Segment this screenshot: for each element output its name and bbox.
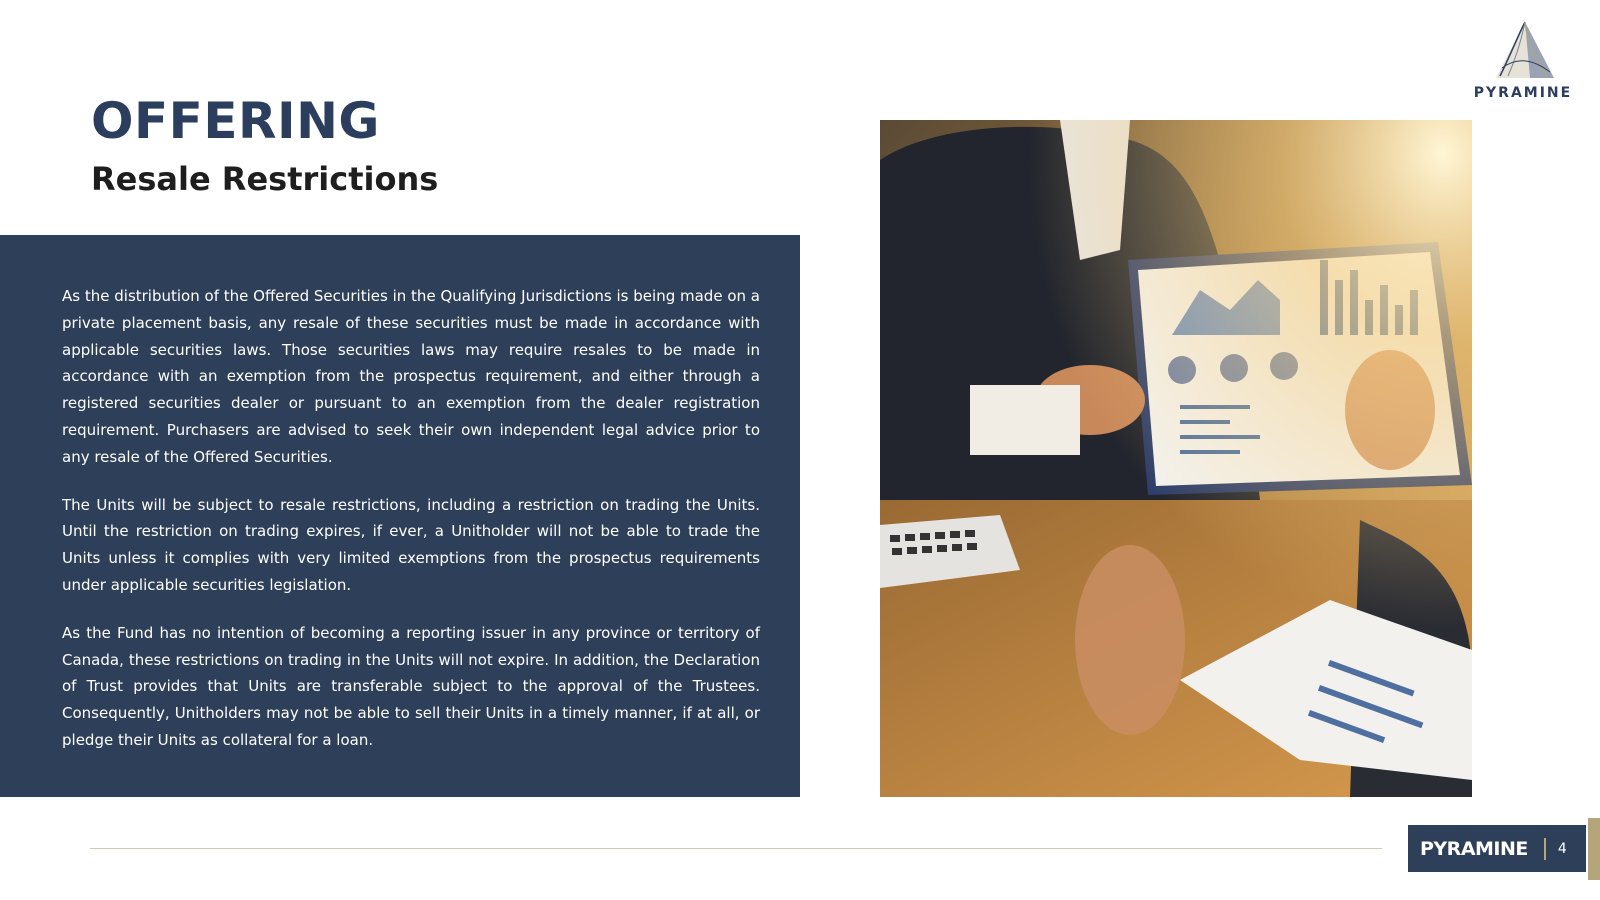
footer-accent-bar — [1588, 818, 1600, 880]
footer-badge — [1408, 825, 1586, 872]
page-title: OFFERING — [91, 92, 380, 150]
pyramid-logo-icon — [1494, 20, 1556, 80]
paragraph-resale-laws: As the distribution of the Offered Securities in the Qualifying Jurisdictions is being made on a private placement basis, any resale of these securities must be made in accordance with applicable securities laws. Those securities laws may require resales to be made in accordance with an exemption from the prospectus requirement, and either through a registered securities dealer or pursuant to an exemption from the dealer registration requirement. Purchasers are advised to seek their own independent legal advice prior to any resale of the Offered Securities. — [62, 287, 760, 466]
footer-rule — [90, 848, 1382, 849]
business-meeting-photo — [880, 120, 1472, 797]
logo-wordmark: PYRAMINE — [1473, 85, 1573, 101]
paragraph-unit-restrictions: The Units will be subject to resale restrictions, including a restriction on trading the Units. Until the restriction on trading expires, if ever, a Unitholder will not be able to trade the Units unless it complies with very limited exemptions from the prospectus requirements under applicable securities legislation. — [62, 495, 760, 594]
text-panel — [0, 235, 800, 797]
page-number: 4 — [1557, 840, 1567, 857]
paragraph-transferability: As the Fund has no intention of becoming a reporting issuer in any province or territory of Canada, these restrictions on trading in the Units will not expire. In addition, the Declaration of Trust provides that Units are transferable subject to the approval of the Trustees. Consequently, Unitholders may not be able to sell their Units in a timely manner, if at all, or pledge their Units as collateral for a loan. — [62, 623, 760, 749]
page-subtitle: Resale Restrictions — [91, 160, 439, 198]
footer-separator — [1544, 838, 1546, 860]
brand-logo — [1468, 20, 1578, 110]
footer-brand: PYRAMINE — [1420, 837, 1528, 860]
